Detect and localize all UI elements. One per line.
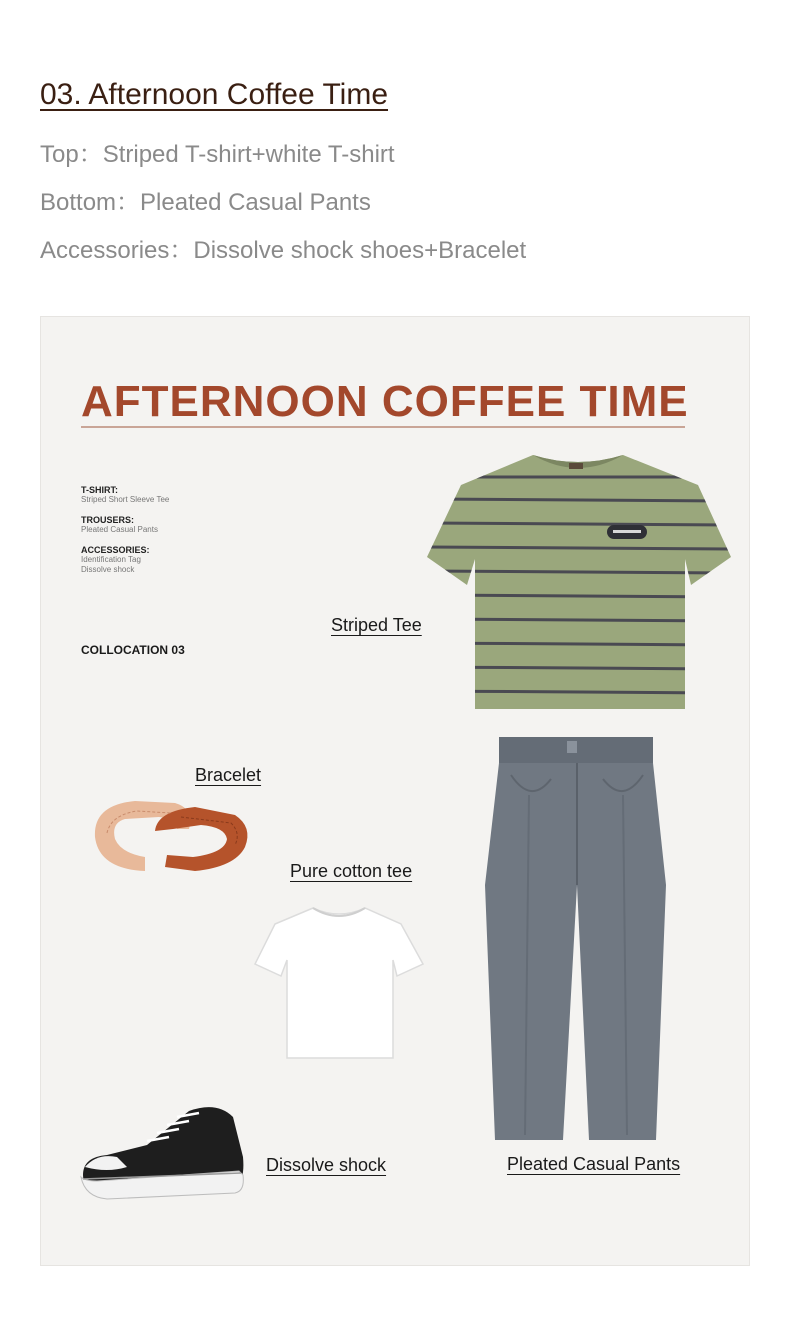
- label-pleated-pants: Pleated Casual Pants: [507, 1154, 681, 1174]
- spec-tshirt: [81, 485, 169, 505]
- label-bracelet: Bracelet: [195, 765, 262, 785]
- spec-accessories: [81, 545, 150, 575]
- sneaker-image: [77, 1097, 247, 1207]
- outfit-poster: [40, 316, 750, 1266]
- accessories-line: Accessories：Dissolve shock shoes+Bracelet: [40, 237, 527, 264]
- spec-value: Pleated Casual Pants: [81, 525, 158, 534]
- headline-underline: [81, 426, 685, 428]
- pleated-pants-image: [481, 735, 671, 1143]
- label-dissolve-shock: Dissolve shock: [266, 1155, 387, 1175]
- poster-headline: AFTERNOON COFFEE TIME: [81, 377, 689, 426]
- spec-value: Identification Tag: [81, 555, 141, 564]
- top-line: Top：Striped T-shirt+white T-shirt: [40, 141, 395, 168]
- label-pure-cotton-tee: Pure cotton tee: [290, 861, 413, 881]
- collocation-label: COLLOCATION 03: [81, 643, 185, 657]
- section-title: 03. Afternoon Coffee Time: [40, 78, 389, 111]
- spec-trousers: [81, 515, 158, 535]
- spec-key: ACCESSORIES:: [81, 545, 150, 555]
- spec-value: Striped Short Sleeve Tee: [81, 495, 170, 504]
- bracelet-image: [85, 787, 255, 877]
- white-tee-image: [251, 902, 426, 1062]
- spec-value: Dissolve shock: [81, 565, 135, 574]
- label-striped-tee: Striped Tee: [331, 615, 422, 635]
- spec-key: T-SHIRT:: [81, 485, 118, 495]
- spec-key: TROUSERS:: [81, 515, 135, 525]
- striped-tee-image: [423, 447, 733, 717]
- bottom-line: Bottom：Pleated Casual Pants: [40, 189, 371, 216]
